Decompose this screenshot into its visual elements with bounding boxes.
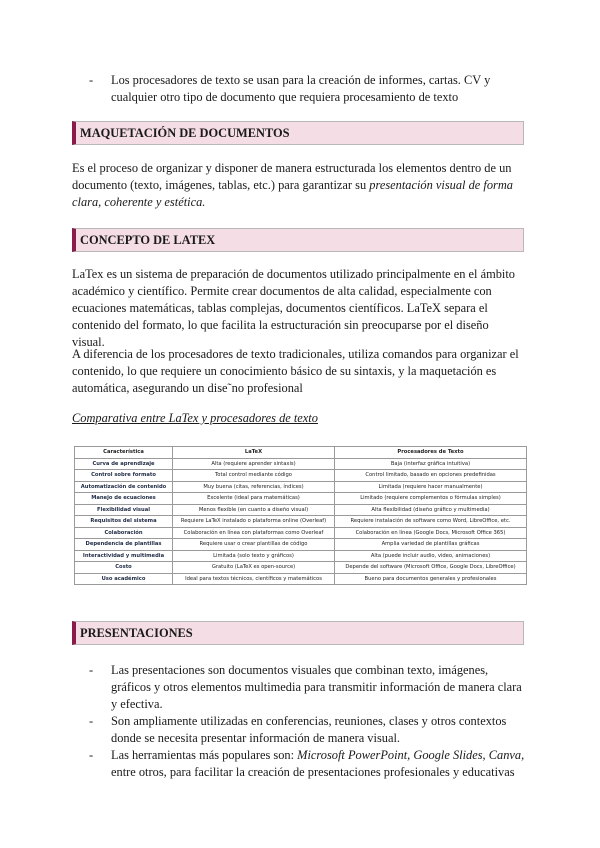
- list-item-text-end: entre otros, para facilitar la creación de presentaciones profesionales y educativas: [111, 765, 515, 779]
- bullet-dash: -: [89, 748, 94, 762]
- table-cell: Limitado (requiere complementos o fórmulas simples): [335, 493, 527, 505]
- maquetacion-emphasis: presentación visual de forma clara, coherente y estética.: [72, 178, 513, 209]
- table-header-cell: Procesadores de Texto: [335, 447, 527, 459]
- table-cell: Total control mediante código: [173, 470, 335, 482]
- table-cell: Gratuito (LaTeX es open-source): [173, 562, 335, 574]
- table-cell: Amplia variedad de plantillas gráficas: [335, 539, 527, 551]
- list-item-text: Las presentaciones son documentos visuales que combinan texto, imágenes, gráficos y otros elementos multimedia para transmitir información de manera clara y efectiva.: [111, 663, 522, 711]
- table-feature-cell: Curva de aprendizaje: [75, 458, 173, 470]
- table-feature-cell: Manejo de ecuaciones: [75, 493, 173, 505]
- presentaciones-list: [89, 662, 529, 781]
- maquetacion-text: Es el proceso de organizar y disponer de manera estructurada los elementos dentro de un documento (texto, imágenes, tablas, etc.) para garantizar su: [72, 161, 512, 192]
- table-row: [75, 481, 527, 493]
- maquetacion-paragraph: [72, 160, 518, 211]
- heading-presentaciones: PRESENTACIONES: [72, 621, 524, 645]
- table-cell: Requiere LaTeX instalado o plataforma online (Overleaf): [173, 516, 335, 528]
- table-cell: Requiere usar o crear plantillas de código: [173, 539, 335, 551]
- table-header-row: [75, 447, 527, 459]
- latex-text-1: LaTex es un sistema de preparación de documentos utilizado principalmente en el ámbito académico y científico. Permite crear documentos de alta calidad, especialmente con ecuaciones matemáticas, tablas complejas, documentos científicos. LaTeX separa el contenido del formato, lo que facilita la estructuración sin preocuparse por el diseño visual.: [72, 267, 515, 349]
- table-row: [75, 493, 527, 505]
- bullet-dash: -: [89, 714, 94, 728]
- table-cell: Alta (puede incluir audio, video, animaciones): [335, 550, 527, 562]
- table-row: [75, 539, 527, 551]
- table-cell: Alta flexibilidad (diseño gráfico y multimedia): [335, 504, 527, 516]
- table-row: [75, 527, 527, 539]
- table-feature-cell: Flexibilidad visual: [75, 504, 173, 516]
- table-feature-cell: Costo: [75, 562, 173, 574]
- table-cell: Colaboración en línea (Google Docs, Microsoft Office 365): [335, 527, 527, 539]
- table-cell: Muy buena (citas, referencias, índices): [173, 481, 335, 493]
- table-header-cell: LaTeX: [173, 447, 335, 459]
- table-row: [75, 516, 527, 528]
- table-row: [75, 458, 527, 470]
- table-caption: Comparativa entre LaTex y procesadores de texto: [72, 411, 318, 425]
- latex-text-2: A diferencia de los procesadores de texto tradicionales, utiliza comandos para organizar el contenido, lo que requiere un conocimiento básico de su sintaxis, y la maquetación es automática, asegurando un dise˜no profesional: [72, 347, 519, 395]
- list-item: [89, 662, 529, 713]
- table-row: [75, 504, 527, 516]
- table-row: [75, 550, 527, 562]
- list-item: [89, 747, 529, 781]
- table-cell: Control limitado, basado en opciones predefinidas: [335, 470, 527, 482]
- table-feature-cell: Uso académico: [75, 573, 173, 585]
- table-cell: Alta (requiere aprender sintaxis): [173, 458, 335, 470]
- table-feature-cell: Dependencia de plantillas: [75, 539, 173, 551]
- list-item-text: Son ampliamente utilizadas en conferencias, reuniones, clases y otros contextos donde se necesita presentar información de manera visual.: [111, 714, 507, 745]
- table-row: [75, 562, 527, 574]
- list-item-text: Las herramientas más populares son:: [111, 748, 298, 762]
- table-cell: Requiere instalación de software como Word, LibreOffice, etc.: [335, 516, 527, 528]
- table-row: [75, 470, 527, 482]
- table-feature-cell: Interactividad y multimedia: [75, 550, 173, 562]
- table-cell: Ideal para textos técnicos, científicos y matemáticos: [173, 573, 335, 585]
- intro-bullet-text: Los procesadores de texto se usan para la creación de informes, cartas. CV y cualquier otro tipo de documento que requiera procesamiento de texto: [111, 73, 491, 104]
- table-cell: Excelente (ideal para matemáticas): [173, 493, 335, 505]
- list-item-emphasis: Microsoft PowerPoint, Google Slides, Canva,: [297, 748, 525, 762]
- table-cell: Limitada (solo texto y gráficos): [173, 550, 335, 562]
- table-cell: Menos flexible (en cuanto a diseño visual): [173, 504, 335, 516]
- table-cell: Colaboración en línea con plataformas como Overleaf: [173, 527, 335, 539]
- table-feature-cell: Automatización de contenido: [75, 481, 173, 493]
- intro-bullet: [89, 72, 529, 106]
- table-feature-cell: Requisitos del sistema: [75, 516, 173, 528]
- table-cell: Bueno para documentos generales y profesionales: [335, 573, 527, 585]
- heading-maquetacion: MAQUETACIÓN DE DOCUMENTOS: [72, 121, 524, 145]
- table-cell: Baja (interfaz gráfica intuitiva): [335, 458, 527, 470]
- table-feature-cell: Control sobre formato: [75, 470, 173, 482]
- table-cell: Limitada (requiere hacer manualmente): [335, 481, 527, 493]
- table-cell: Depende del software (Microsoft Office, Google Docs, LibreOffice): [335, 562, 527, 574]
- table-feature-cell: Colaboración: [75, 527, 173, 539]
- latex-paragraph-1: [72, 266, 522, 351]
- table-header-cell: Característica: [75, 447, 173, 459]
- heading-latex: CONCEPTO DE LATEX: [72, 228, 524, 252]
- latex-paragraph-2: [72, 346, 522, 397]
- table-row: [75, 573, 527, 585]
- comparison-table: [74, 446, 527, 585]
- bullet-dash: -: [89, 663, 94, 677]
- bullet-dash: -: [89, 73, 94, 87]
- list-item: [89, 713, 529, 747]
